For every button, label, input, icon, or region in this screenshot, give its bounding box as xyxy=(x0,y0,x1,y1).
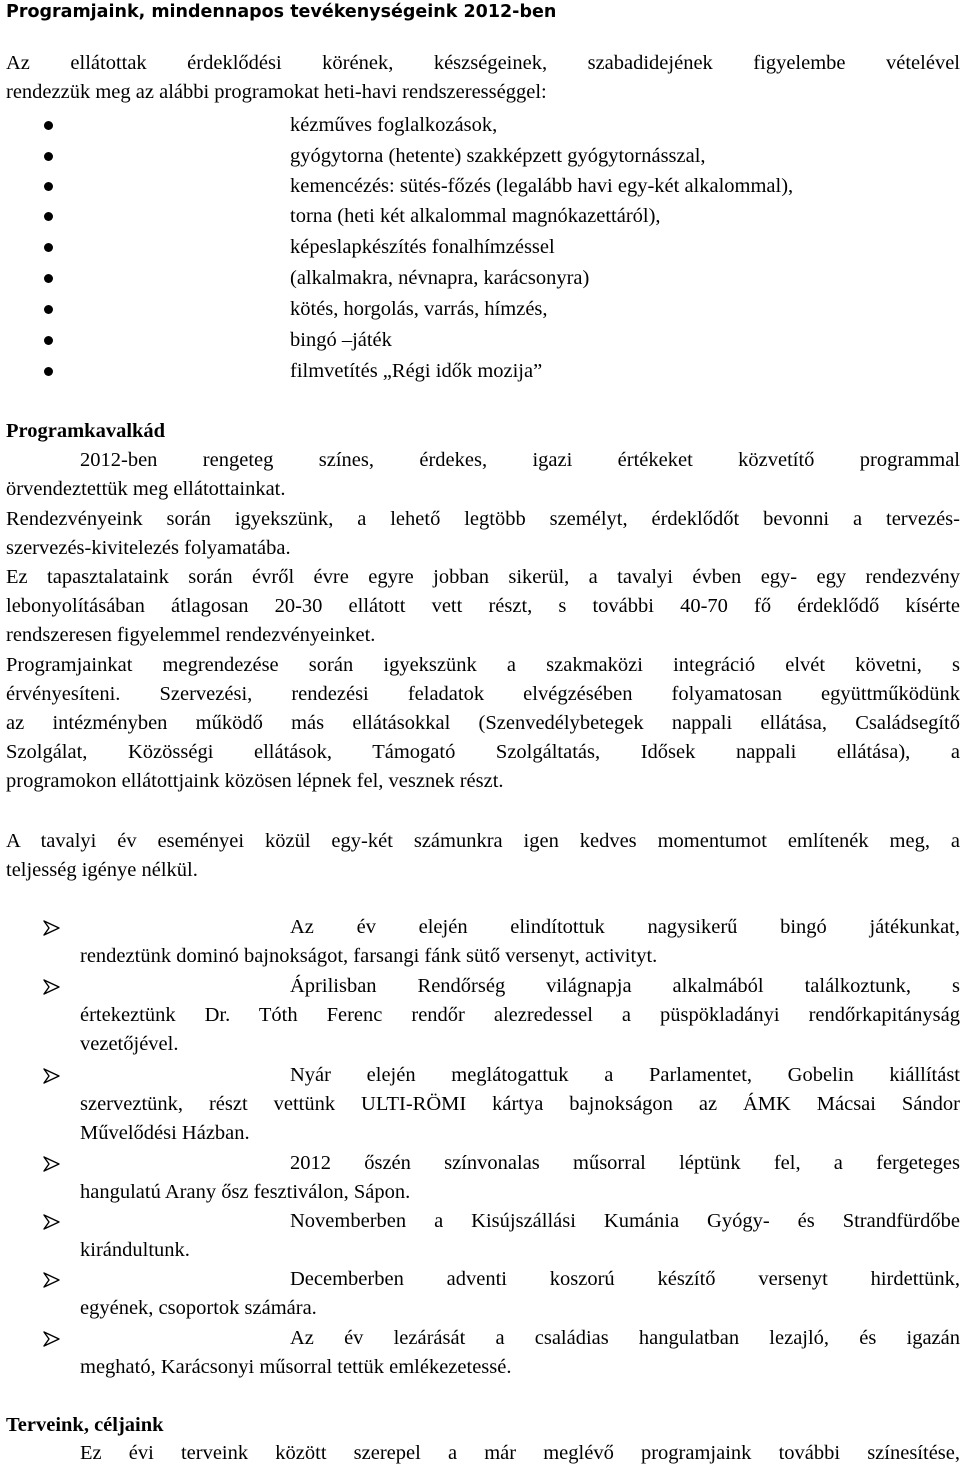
paragraph-line: rendszeresen figyelemmel rendezvényeinket. xyxy=(6,624,376,646)
intro-line: Az ellátottak érdeklődési körének, készségeinek, szabadidejének figyelembe vételével xyxy=(6,52,960,74)
paragraph xyxy=(6,651,960,796)
paragraph-line: A tavalyi év eseményei közül egy-két számunkra igen kedves momentumot említenék meg, a xyxy=(6,830,960,852)
paragraph-line: örvendeztettük meg ellátottainkat. xyxy=(6,478,286,500)
arrowhead-bullet-icon xyxy=(42,1155,62,1173)
list-item-text: (alkalmakra, névnapra, karácsonyra) xyxy=(290,267,590,289)
paragraph-line: Ez évi terveink között szerepel a már meglévő programjaink további színesítése, xyxy=(80,1442,960,1464)
paragraph-line: az intézményben működő más ellátásokkal (Szenvedélybetegek nappali ellátása, Családsegítő xyxy=(6,712,960,734)
paragraph xyxy=(6,563,960,650)
list-item-text: képeslapkészítés fonalhímzéssel xyxy=(290,236,555,258)
bullet-icon xyxy=(44,243,53,252)
section-heading: Terveink, céljaink xyxy=(6,1414,164,1436)
bullet-icon xyxy=(44,367,53,376)
arrowhead-bullet-icon xyxy=(42,1330,62,1348)
paragraph-line: Rendezvényeink során igyekszünk, a lehető legtöbb személyt, érdeklődőt bevonni a tervezés- xyxy=(6,508,960,530)
paragraph xyxy=(6,446,960,504)
list-item-text: Nyár elején meglátogattuk a Parlamentet, Gobelin kiállítást xyxy=(290,1064,960,1086)
list-item-text: szerveztünk, részt vettünk ULTI-RÖMI kártya bajnokságon az ÁMK Mácsai Sándor xyxy=(80,1093,960,1115)
list-item-text: 2012 őszén színvonalas műsorral léptünk fel, a fergeteges xyxy=(290,1152,960,1174)
list-item-text: megható, Karácsonyi műsorral tettük emlékezetessé. xyxy=(80,1356,512,1378)
list-item xyxy=(6,142,960,171)
paragraph-line: Szolgálat, Közösségi ellátások, Támogató Szolgáltatás, Idősek nappali ellátása), a xyxy=(6,741,960,763)
bullet-icon xyxy=(44,336,53,345)
list-item-text: Áprilisban Rendőrség világnapja alkalmából találkoztunk, s xyxy=(290,975,960,997)
list-item-text: egyének, csoportok számára. xyxy=(80,1297,317,1319)
intro-line: rendezzük meg az alábbi programokat heti-havi rendszerességgel: xyxy=(6,81,547,103)
list-item-text: Novemberben a Kisújszállási Kumánia Gyógy- és Strandfürdőbe xyxy=(290,1210,960,1232)
page-title: Programjaink, mindennapos tevékenységeink 2012-ben xyxy=(6,2,557,22)
bullet-icon xyxy=(44,212,53,221)
list-item-text: Az év lezárását a családias hangulatban lezajló, és igazán xyxy=(290,1327,960,1349)
list-item-text: vezetőjével. xyxy=(80,1033,179,1055)
list-item-text: értekeztünk Dr. Tóth Ferenc rendőr alezredessel a püspökladányi rendőrkapitányság xyxy=(80,1004,960,1026)
list-item xyxy=(6,172,960,201)
list-item-text: kirándultunk. xyxy=(80,1239,190,1261)
list-item-text: gyógytorna (hetente) szakképzett gyógytornásszal, xyxy=(290,145,706,167)
arrowhead-bullet-icon xyxy=(42,1067,62,1085)
list-item-text: rendeztünk dominó bajnokságot, farsangi fánk sütő versenyt, activityt. xyxy=(80,945,658,967)
paragraph xyxy=(6,505,960,563)
paragraph xyxy=(6,1439,960,1468)
arrowhead-bullet-icon xyxy=(42,919,62,937)
bullet-icon xyxy=(44,152,53,161)
paragraph-line: Ez tapasztalataink során évről évre egyre jobban sikerül, a tavalyi évben egy- egy rendezvény xyxy=(6,566,960,588)
bullet-icon xyxy=(44,182,53,191)
list-item-text: kötés, horgolás, varrás, hímzés, xyxy=(290,298,548,320)
list-item xyxy=(6,111,960,140)
list-item-text: kézműves foglalkozások, xyxy=(290,114,498,136)
list-item-text: Az év elején elindítottuk nagysikerű bingó játékunkat, xyxy=(290,916,960,938)
bullet-icon xyxy=(44,305,53,314)
section-heading: Programkavalkád xyxy=(6,420,166,442)
paragraph-line: érvényesíteni. Szervezési, rendezési feladatok elvégzésében folyamatosan együttműködünk xyxy=(6,683,960,705)
arrowhead-bullet-icon xyxy=(42,978,62,996)
paragraph xyxy=(6,827,960,885)
paragraph-line: 2012-ben rengeteg színes, érdekes, igazi értékeket közvetítő programmal xyxy=(80,449,960,471)
list-item-text: bingó –játék xyxy=(290,329,392,351)
arrowhead-bullet-icon xyxy=(42,1213,62,1231)
list-item-text: Decemberben adventi koszorú készítő versenyt hirdettünk, xyxy=(290,1268,960,1290)
list-item-text: torna (heti két alkalommal magnókazettáról), xyxy=(290,205,661,227)
list-item xyxy=(6,357,960,386)
list-item-text: filmvetítés „Régi idők mozija” xyxy=(290,360,543,382)
paragraph-line: szervezés-kivitelezés folyamatába. xyxy=(6,537,291,559)
list-item xyxy=(6,295,960,324)
list-item xyxy=(6,233,960,262)
list-item xyxy=(6,202,960,231)
paragraph-line: teljesség igénye nélkül. xyxy=(6,859,198,881)
list-item-text: hangulatú Arany ősz fesztiválon, Sápon. xyxy=(80,1181,411,1203)
arrowhead-bullet-icon xyxy=(42,1271,62,1289)
paragraph-line: lebonyolításában átlagosan 20-30 ellátott vett részt, s további 40-70 fő érdeklődő kísérte xyxy=(6,595,960,617)
list-item xyxy=(6,326,960,355)
bullet-icon xyxy=(44,274,53,283)
bullet-icon xyxy=(44,121,53,130)
paragraph-line: Programjainkat megrendezése során igyekszünk a szakmaközi integráció elvét követni, s xyxy=(6,654,960,676)
list-item xyxy=(6,264,960,293)
list-item-text: Művelődési Házban. xyxy=(80,1122,250,1144)
list-item-text: kemencézés: sütés-főzés (legalább havi egy-két alkalommal), xyxy=(290,175,794,197)
intro-paragraph xyxy=(6,49,960,107)
paragraph-line: programokon ellátottjaink közösen lépnek fel, vesznek részt. xyxy=(6,770,504,792)
